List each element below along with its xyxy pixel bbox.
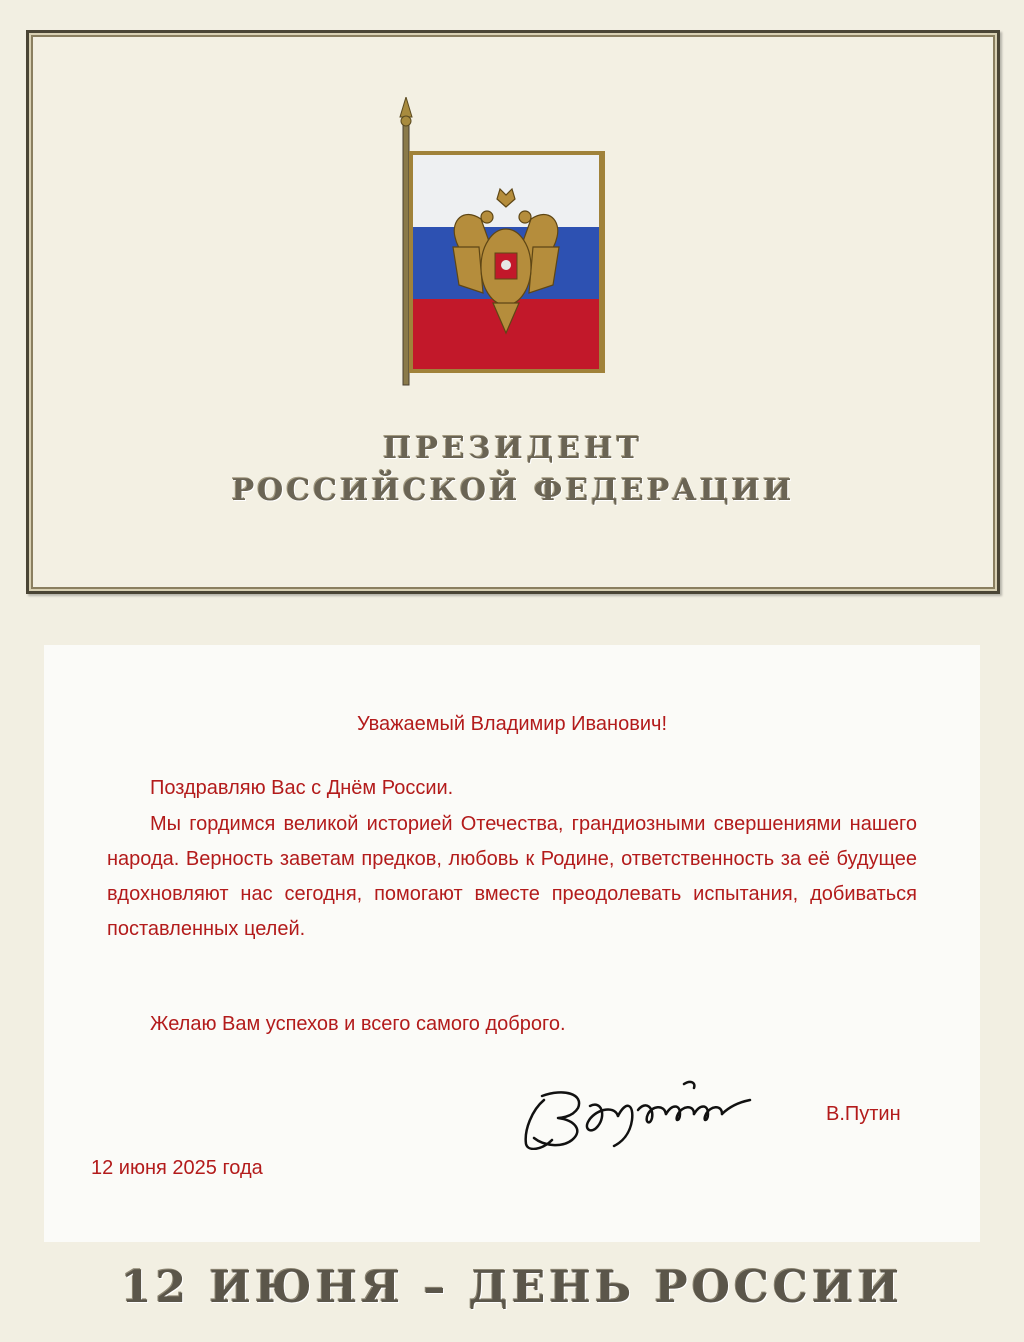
footer-holiday-title: 12 ИЮНЯ – ДЕНЬ РОССИИ [120, 1262, 904, 1313]
title-line-federation: РОССИЙСКОЙ ФЕДЕРАЦИИ [231, 473, 795, 508]
handwritten-signature [514, 1060, 779, 1150]
letter-paragraph-2: Мы гордимся великой историей Отечества, грандиозными свершениями нашего народа. Верность заветам предков, любовь к Родине, ответственность за её будущее вдохновляют нас сегодня, помогают вместе преодолевать испытания, добиваться поставленных целей. [107, 813, 917, 940]
letter-date: 12 июня 2025 года [91, 1157, 263, 1179]
president-title [29, 429, 997, 513]
header-frame [26, 30, 1000, 594]
letter-paragraph-3: Желаю Вам успехов и всего самого доброго. [150, 1013, 566, 1035]
presidential-standard-flag [393, 97, 613, 387]
letter-greeting: Уважаемый Владимир Иванович! [357, 713, 667, 735]
title-line-president: ПРЕЗИДЕНТ [383, 431, 643, 466]
signature-name: В.Путин [826, 1103, 901, 1125]
letter-body [44, 645, 980, 1242]
letter-paragraph-1: Поздравляю Вас с Днём России. [150, 777, 454, 799]
